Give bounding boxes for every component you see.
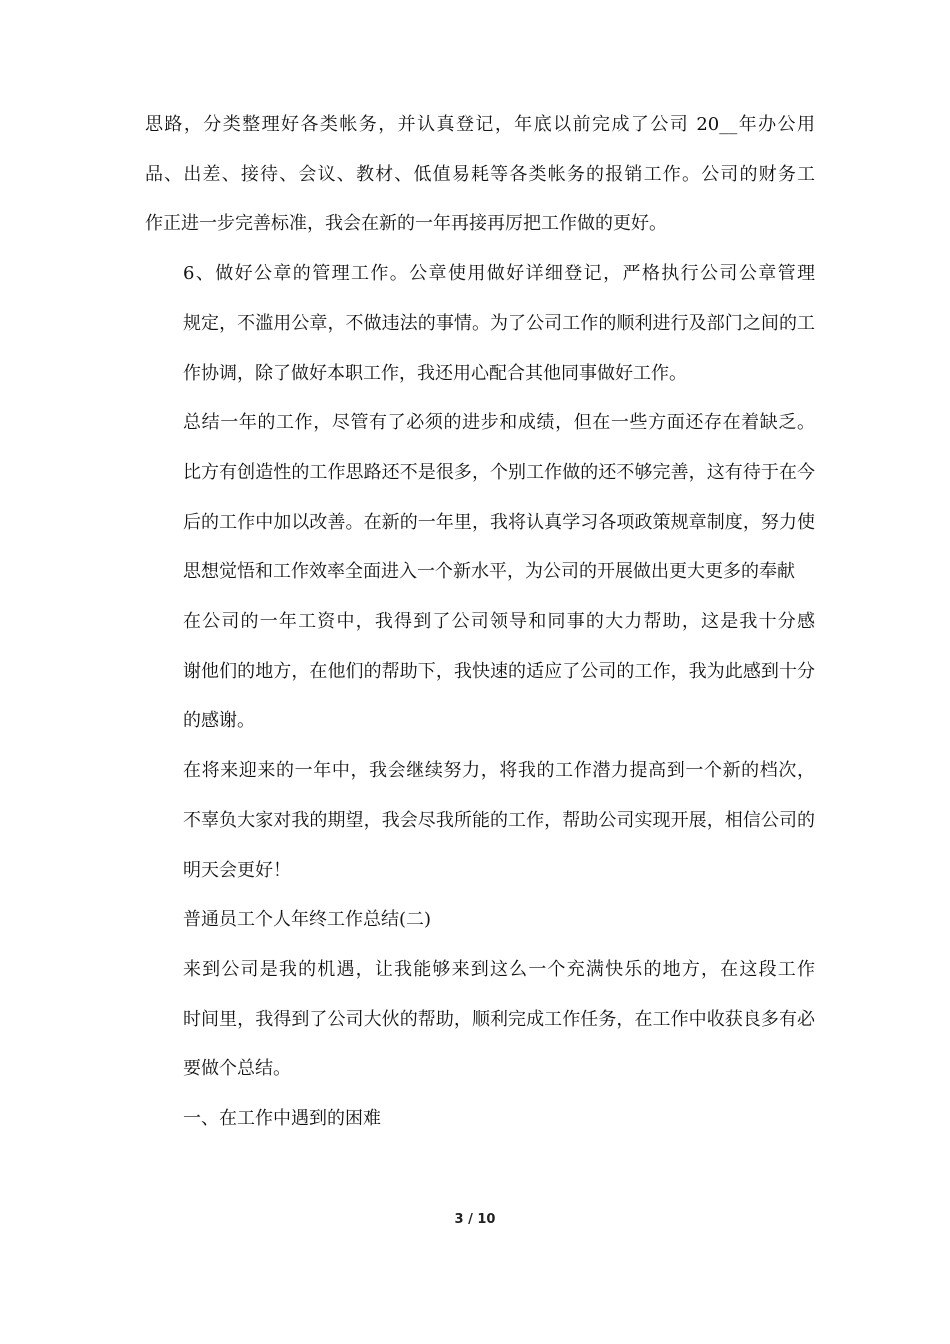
text-line: 时间里，我得到了公司大伙的帮助，顺利完成工作任务，在工作中收获良多有必 xyxy=(183,1008,815,1030)
text-line: 作协调，除了做好本职工作，我还用心配合其他同事做好工作。 xyxy=(183,362,687,384)
paragraph xyxy=(145,597,815,746)
page-separator: / xyxy=(468,1212,473,1227)
text-line: 在将来迎来的一年中，我会继续努力，将我的工作潜力提高到一个新的档次， xyxy=(183,760,815,782)
page-total: 10 xyxy=(477,1212,496,1227)
paragraph xyxy=(145,945,815,1094)
text-line: 后的工作中加以改善。在新的一年里，我将认真学习各项政策规章制度，努力使 xyxy=(183,511,815,533)
paragraph xyxy=(145,398,815,597)
text-line: 规定，不滥用公章，不做违法的事情。为了公司工作的顺利进行及部门之间的工 xyxy=(183,312,815,334)
text-line: 来到公司是我的机遇，让我能够来到这么一个充满快乐的地方，在这段工作 xyxy=(183,958,815,980)
text-line: 明天会更好！ xyxy=(183,859,291,881)
text-line: 谢他们的地方，在他们的帮助下，我快速的适应了公司的工作，我为此感到十分 xyxy=(183,660,815,682)
text-line: 6、做好公章的管理工作。公章使用做好详细登记，严格执行公司公章管理 xyxy=(183,263,815,285)
paragraph xyxy=(145,895,815,945)
text-line: 要做个总结。 xyxy=(183,1058,291,1080)
paragraph xyxy=(145,249,815,398)
text-line: 一、在工作中遇到的困难 xyxy=(183,1108,381,1130)
paragraph xyxy=(145,1094,815,1144)
paragraph xyxy=(145,746,815,895)
paragraph xyxy=(145,100,815,249)
page-current: 3 xyxy=(454,1212,464,1227)
text-line: 普通员工个人年终工作总结(二) xyxy=(183,909,432,931)
text-line: 的感谢。 xyxy=(183,710,255,732)
page-number xyxy=(0,1212,950,1227)
text-line: 品、出差、接待、会议、教材、低值易耗等各类帐务的报销工作。公司的财务工 xyxy=(145,163,815,185)
text-line: 总结一年的工作，尽管有了必须的进步和成绩，但在一些方面还存在着缺乏。 xyxy=(183,412,815,434)
text-line: 思路，分类整理好各类帐务，并认真登记，年底以前完成了公司 20__年办公用 xyxy=(145,114,815,135)
text-line: 在公司的一年工资中，我得到了公司领导和同事的大力帮助，这是我十分感 xyxy=(183,611,815,633)
text-line: 思想觉悟和工作效率全面进入一个新水平，为公司的开展做出更大更多的奉献 xyxy=(183,561,795,583)
text-line: 作正进一步完善标准，我会在新的一年再接再厉把工作做的更好。 xyxy=(145,213,667,235)
text-line: 不辜负大家对我的期望，我会尽我所能的工作，帮助公司实现开展，相信公司的 xyxy=(183,809,815,831)
text-line: 比方有创造性的工作思路还不是很多，个别工作做的还不够完善，这有待于在今 xyxy=(183,461,815,483)
document-body xyxy=(145,100,815,1144)
